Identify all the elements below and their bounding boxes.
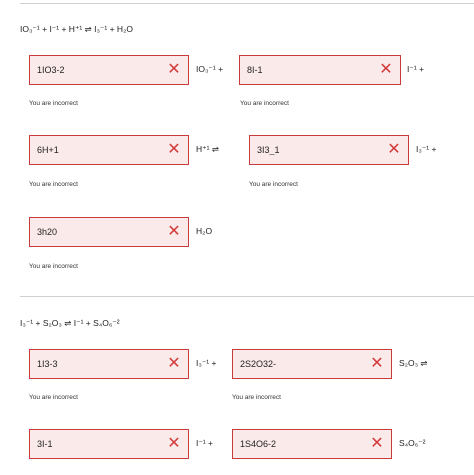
coefficient-input[interactable] [257, 145, 367, 155]
coefficient-input[interactable] [37, 359, 147, 369]
coefficient-input-box[interactable] [239, 55, 401, 85]
coefficient-input-box[interactable] [29, 349, 189, 379]
incorrect-x-icon: ✕ [167, 61, 181, 78]
species-label: H₂O [196, 226, 213, 236]
feedback-text: You are incorrect [29, 263, 78, 270]
coefficient-input-box[interactable] [249, 135, 409, 165]
coefficient-input[interactable] [240, 359, 350, 369]
coefficient-input-box[interactable] [29, 55, 189, 85]
incorrect-x-icon: ✕ [370, 435, 384, 452]
feedback-text: You are incorrect [232, 394, 281, 401]
coefficient-input[interactable] [37, 439, 147, 449]
species-label: I⁻¹ + [407, 64, 425, 74]
incorrect-x-icon: ✕ [167, 141, 181, 158]
top-divider [20, 3, 474, 4]
feedback-text: You are incorrect [249, 181, 298, 188]
feedback-text: You are incorrect [29, 394, 78, 401]
species-label: H⁺¹ ⇌ [196, 144, 219, 154]
equation-1: IO₃⁻¹ + I⁻¹ + H⁺¹ ⇌ I₃⁻¹ + H₂O [20, 24, 133, 34]
species-label: S₄O₆⁻² [399, 438, 426, 448]
incorrect-x-icon: ✕ [370, 355, 384, 372]
incorrect-x-icon: ✕ [167, 435, 181, 452]
species-label: I⁻¹ + [196, 438, 214, 448]
incorrect-x-icon: ✕ [387, 141, 401, 158]
coefficient-input-box[interactable] [232, 349, 392, 379]
coefficient-input[interactable] [37, 227, 147, 237]
coefficient-input-box[interactable] [29, 429, 189, 459]
feedback-text: You are incorrect [29, 100, 78, 107]
coefficient-input[interactable] [240, 439, 350, 449]
incorrect-x-icon: ✕ [167, 355, 181, 372]
incorrect-x-icon: ✕ [379, 61, 393, 78]
species-label: IO₃⁻¹ + [196, 64, 224, 74]
coefficient-input-box[interactable] [232, 429, 392, 459]
feedback-text: You are incorrect [240, 100, 289, 107]
coefficient-input-box[interactable] [29, 217, 189, 247]
coefficient-input-box[interactable] [29, 135, 189, 165]
coefficient-input[interactable] [247, 65, 357, 75]
feedback-text: You are incorrect [29, 181, 78, 188]
equation-2: I₃⁻¹ + S₂O₃ ⇌ I⁻¹ + S₄O₆⁻² [20, 318, 120, 328]
species-label: S₂O₃ ⇌ [399, 358, 428, 368]
species-label: I₃⁻¹ + [416, 144, 437, 154]
incorrect-x-icon: ✕ [167, 223, 181, 240]
section-divider [20, 296, 474, 297]
coefficient-input[interactable] [37, 65, 147, 75]
species-label: I₃⁻¹ + [196, 358, 217, 368]
coefficient-input[interactable] [37, 145, 147, 155]
